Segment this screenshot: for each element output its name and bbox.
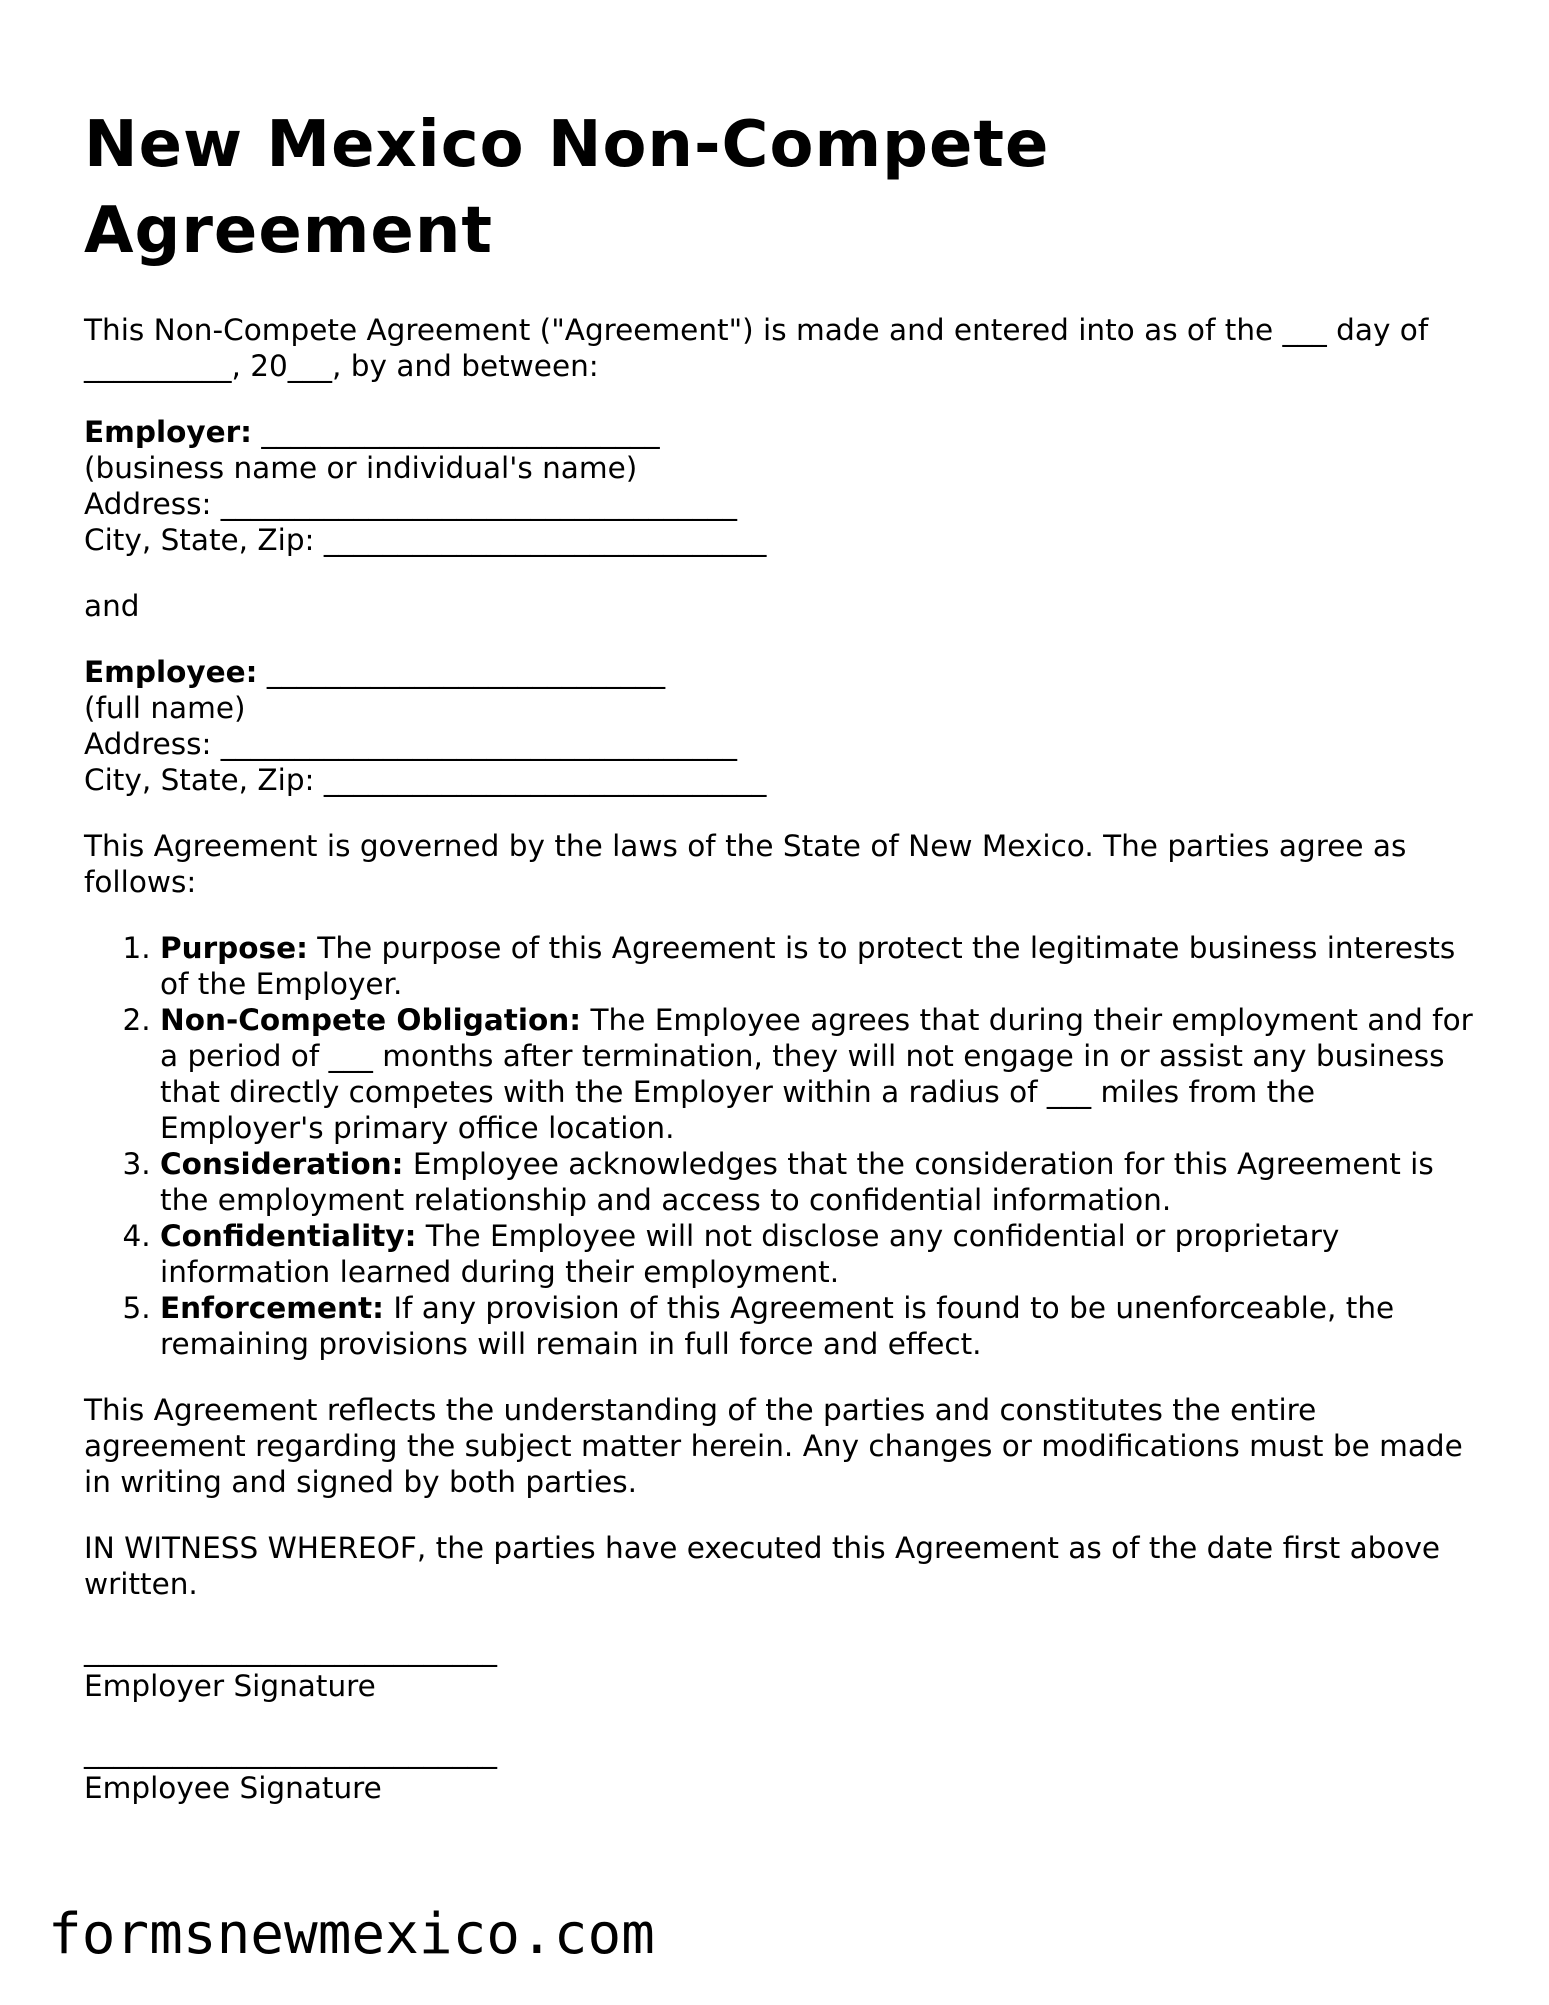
employer-block <box>84 414 1474 558</box>
witness-paragraph: IN WITNESS WHEREOF, the parties have executed this Agreement as of the date first above written. <box>84 1531 1441 1601</box>
clause-heading: Non-Compete Obligation: <box>160 1003 582 1037</box>
employee-name-blank: ___________________________ <box>266 655 666 689</box>
clause-list <box>84 930 1474 1362</box>
clause-text: The Employee agrees that during their employment and for a period of ___ months after termination, they will not engage in or assist any business that directly competes with the Employer within a radius of ___ miles from the Employer's primary office location. <box>160 1003 1473 1145</box>
clause-text: The Employee will not disclose any confidential or proprietary information learned during their employment. <box>160 1219 1340 1289</box>
employee-block <box>84 654 1474 798</box>
intro-paragraph: This Non-Compete Agreement ("Agreement") is made and entered into as of the ___ day of __________, 20___, by and between: <box>84 313 1429 383</box>
entire-agreement-paragraph: This Agreement reflects the understanding of the parties and constitutes the entire agreement regarding the subject matter herein. Any changes or modifications must be made in writing and signed by both parties. <box>84 1393 1463 1499</box>
clause-text: Employee acknowledges that the consideration for this Agreement is the employment relationship and access to confidential information. <box>160 1147 1434 1217</box>
clause-heading: Consideration: <box>160 1147 404 1181</box>
clause-heading: Enforcement: <box>160 1291 384 1325</box>
employer-address: Address: ___________________________________ <box>84 487 738 521</box>
employer-signature-line: ____________________________ <box>84 1633 497 1667</box>
footer-website: formsnewmexico.com <box>48 1902 655 1967</box>
and-text: and <box>84 589 140 623</box>
clause-item <box>160 930 1474 1002</box>
employer-name-blank: ___________________________ <box>261 415 660 449</box>
clause-text: The purpose of this Agreement is to protect the legitimate business interests of the Employer. <box>160 931 1456 1001</box>
clause-item <box>160 1290 1474 1362</box>
employer-signature-label: Employer Signature <box>84 1669 376 1703</box>
employer-label: Employer: <box>84 415 252 449</box>
clause-heading: Confidentiality: <box>160 1219 417 1253</box>
signature-block <box>84 1632 1474 1806</box>
employer-hint: (business name or individual's name) <box>84 451 638 485</box>
clause-item <box>160 1218 1474 1290</box>
employer-city-state-zip: City, State, Zip: ______________________________ <box>84 523 767 557</box>
employee-hint: (full name) <box>84 691 246 725</box>
governed-paragraph: This Agreement is governed by the laws of the State of New Mexico. The parties agree as follows: <box>84 829 1407 899</box>
clause-item <box>160 1146 1474 1218</box>
employee-signature-label: Employee Signature <box>84 1771 382 1805</box>
employee-city-state-zip: City, State, Zip: ______________________________ <box>84 763 767 797</box>
employee-label: Employee: <box>84 655 258 689</box>
employee-address: Address: ___________________________________ <box>84 727 738 761</box>
employee-signature-line: ____________________________ <box>84 1735 497 1769</box>
employer-name-line <box>84 414 1474 450</box>
employee-name-line <box>84 654 1474 690</box>
clause-item <box>160 1002 1474 1146</box>
clause-heading: Purpose: <box>160 931 308 965</box>
document-page <box>84 102 1474 1806</box>
clause-text: If any provision of this Agreement is found to be unenforceable, the remaining provisions will remain in full force and effect. <box>160 1291 1395 1361</box>
document-title: New Mexico Non-Compete Agreement <box>84 108 1050 268</box>
